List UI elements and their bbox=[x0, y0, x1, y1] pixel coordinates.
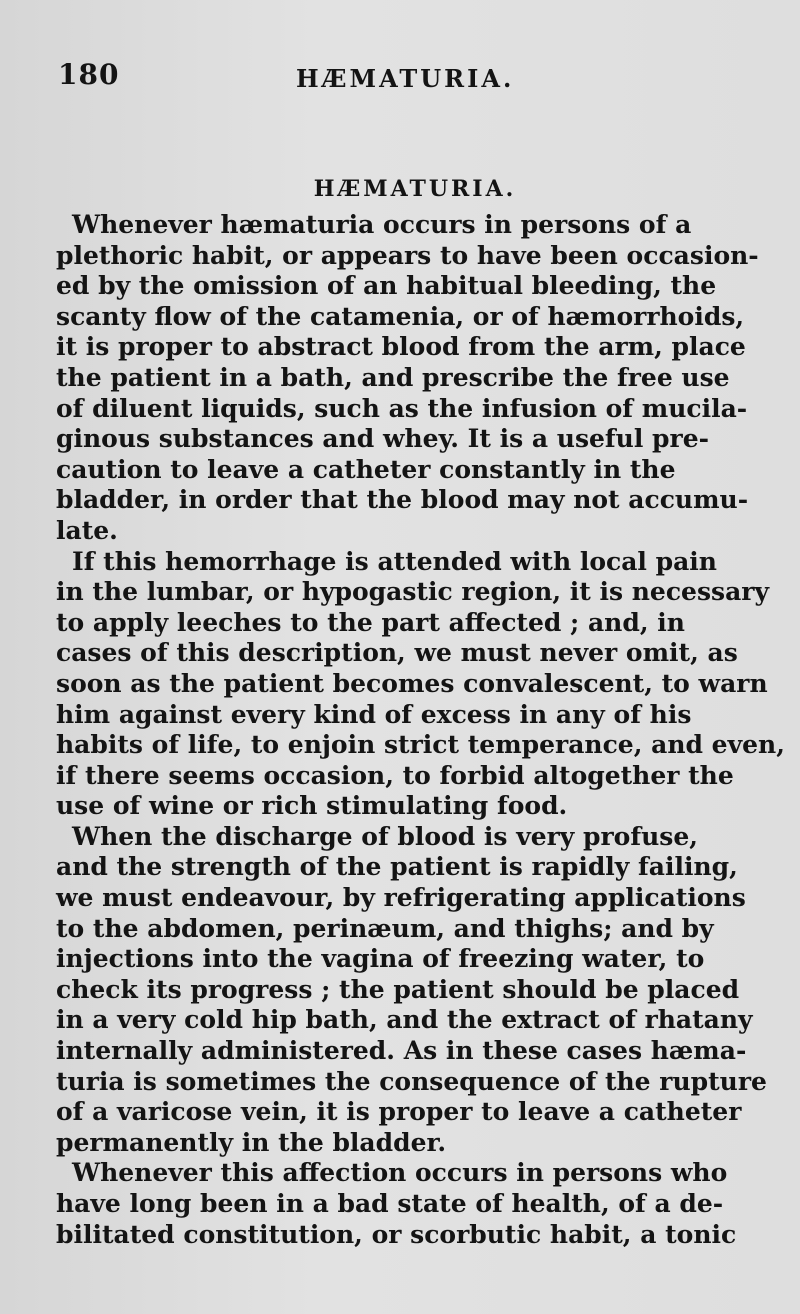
text-line: to the abdomen, perinæum, and thighs; and by bbox=[56, 913, 714, 943]
text-line: scanty flow of the catamenia, or of hæmorrhoids, bbox=[56, 301, 745, 331]
text-line: soon as the patient becomes convalescent, to warn bbox=[56, 668, 768, 698]
text-line: plethoric habit, or appears to have been occasion- bbox=[56, 240, 759, 270]
text-line: If this hemorrhage is attended with local pain bbox=[72, 546, 717, 576]
text-line: Whenever hæmaturia occurs in persons of a bbox=[72, 210, 692, 239]
text-line: habits of life, to enjoin strict temperance, and even, bbox=[56, 730, 785, 760]
text-line: permanently in the bladder. bbox=[56, 1127, 447, 1157]
text-line: bladder, in order that the blood may not accumu- bbox=[56, 485, 749, 515]
text-line: to apply leeches to the part affected ; and, in bbox=[56, 607, 685, 637]
text-line: bilitated constitution, or scorbutic habit, a tonic bbox=[56, 1219, 737, 1249]
text-line: of a varicose vein, it is proper to leave a catheter bbox=[56, 1097, 742, 1127]
text-line: it is proper to abstract blood from the arm, place bbox=[56, 332, 746, 362]
page-number: 180 bbox=[58, 58, 120, 91]
text-line: ed by the omission of an habitual bleeding, the bbox=[56, 271, 717, 301]
body-text bbox=[56, 210, 800, 1250]
text-line: check its progress ; the patient should be placed bbox=[56, 974, 740, 1004]
text-line: of diluent liquids, such as the infusion of mucila- bbox=[56, 393, 748, 423]
text-line: Whenever this affection occurs in persons who bbox=[72, 1158, 728, 1188]
text-line: in the lumbar, or hypogastic region, it is necessary bbox=[56, 577, 770, 607]
text-line: the patient in a bath, and prescribe the free use bbox=[56, 362, 730, 392]
text-line: caution to leave a catheter constantly in the bbox=[56, 454, 676, 484]
text-line: have long been in a bad state of health, of a de- bbox=[56, 1189, 724, 1218]
text-line: and the strength of the patient is rapidly failing, bbox=[56, 852, 738, 882]
text-line: in a very cold hip bath, and the extract of rhatany bbox=[56, 1005, 753, 1035]
text-line: use of wine or rich stimulating food. bbox=[56, 791, 568, 821]
text-line: him against every kind of excess in any of his bbox=[56, 699, 692, 729]
text-line: late. bbox=[56, 515, 118, 545]
text-line: internally administered. As in these cases hæma- bbox=[56, 1036, 747, 1066]
text-line: ginous substances and whey. It is a useful pre- bbox=[56, 424, 709, 454]
text-line: When the discharge of blood is very profuse, bbox=[72, 821, 698, 851]
text-line: if there seems occasion, to forbid altogether the bbox=[56, 760, 734, 790]
text-line: turia is sometimes the consequence of the rupture bbox=[56, 1066, 767, 1096]
text-line: we must endeavour, by refrigerating applications bbox=[56, 883, 746, 913]
running-head: HÆMATURIA. bbox=[296, 64, 515, 93]
text-line: cases of this description, we must never omit, as bbox=[56, 638, 738, 668]
section-title: HÆMATURIA. bbox=[313, 176, 517, 202]
text-line: injections into the vagina of freezing water, to bbox=[56, 944, 705, 974]
